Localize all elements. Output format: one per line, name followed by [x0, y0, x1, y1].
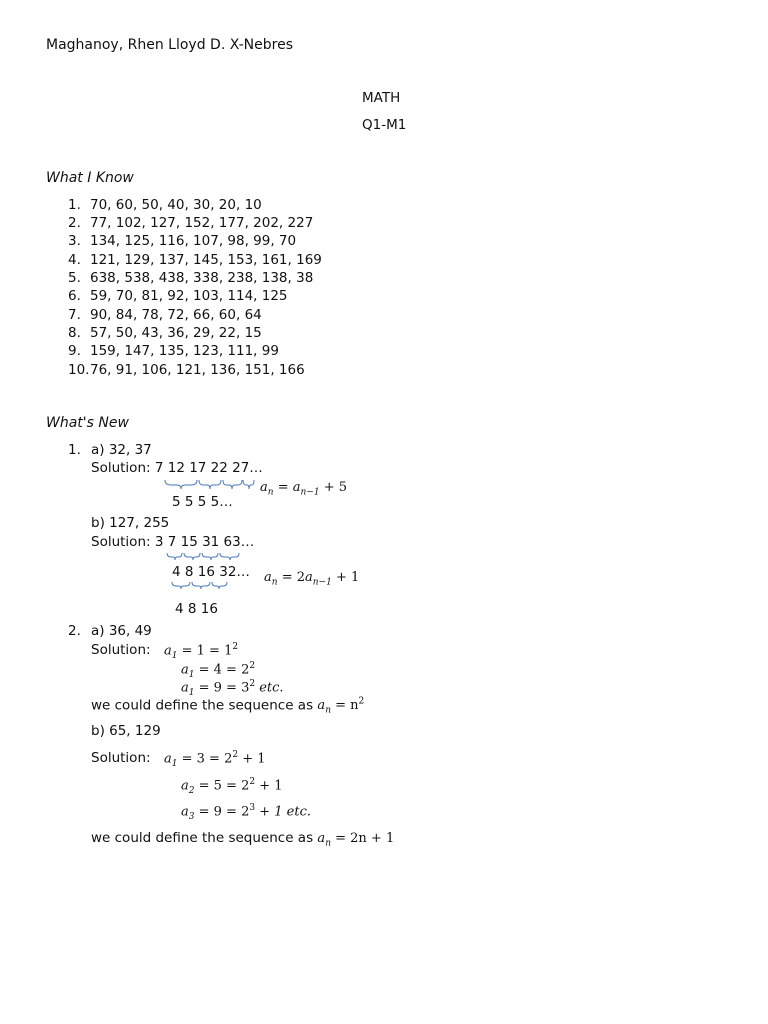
brace-mark	[184, 553, 200, 560]
question-1-number: 1.	[68, 442, 81, 458]
list-item: 6. 59, 70, 81, 92, 103, 114, 125	[68, 288, 288, 304]
list-item: 5. 638, 538, 438, 338, 238, 138, 38	[68, 270, 314, 286]
list-item: 3. 134, 125, 116, 107, 98, 99, 70	[68, 233, 297, 249]
q1a-difference-braces	[163, 478, 255, 492]
q2b-definition: we could define the sequence as $a_n = 2n + 1$	[91, 830, 395, 849]
brace-mark	[220, 553, 239, 560]
q2b-line-2: $a_2 = 5 = 2^2 + 1$	[181, 777, 283, 796]
subject-title: MATH	[362, 90, 401, 106]
q1b-second-differences: 4 8 16	[175, 601, 218, 617]
q1b-differences: 4 8 16 32…	[172, 564, 250, 580]
list-item: 8. 57, 50, 43, 36, 29, 22, 15	[68, 325, 262, 341]
brace-mark	[212, 582, 227, 589]
q2a-line-3: $a_1 = 9 = 3^2$ etc.	[181, 679, 284, 698]
q1a-differences: 5 5 5 5…	[172, 494, 233, 510]
brace-mark	[172, 582, 190, 589]
brace-mark	[243, 480, 254, 489]
brace-mark	[192, 582, 210, 589]
q1b-solution: Solution: 3 7 15 31 63…	[91, 534, 255, 550]
q1b-second-difference-braces	[170, 580, 232, 592]
q2b-solution-label: Solution:	[91, 750, 151, 766]
module-code: Q1-M1	[362, 117, 407, 133]
q2a-definition-formula: $a_n = n^2$	[317, 697, 365, 716]
q2a-answer: a) 36, 49	[91, 623, 152, 639]
q1a-answer: a) 32, 37	[91, 442, 152, 458]
q1a-sequence: 7 12 17 22 27…	[154, 460, 263, 476]
q2a-line-2: $a_1 = 4 = 2^2$	[181, 661, 256, 680]
q2a-definition: we could define the sequence as $a_n = n^2$	[91, 697, 365, 716]
q2a-line-1: $a_1 = 1 = 1^2$	[164, 642, 239, 661]
question-2-number: 2.	[68, 623, 81, 639]
list-item: 9. 159, 147, 135, 123, 111, 99	[68, 343, 279, 359]
q1b-answer: b) 127, 255	[91, 515, 170, 531]
q1a-solution: Solution: 7 12 17 22 27…	[91, 460, 263, 476]
q1b-difference-braces	[165, 551, 245, 563]
list-item: 1. 70, 60, 50, 40, 30, 20, 10	[68, 197, 262, 213]
q1b-formula: $a_n = 2a_{n-1} + 1$	[264, 570, 360, 588]
q1b-sequence: 3 7 15 31 63…	[154, 534, 255, 550]
brace-mark	[165, 480, 197, 489]
q2a-solution-label: Solution:	[91, 642, 151, 658]
list-item: 2. 77, 102, 127, 152, 177, 202, 227	[68, 215, 314, 231]
list-item: 7. 90, 84, 78, 72, 66, 60, 64	[68, 307, 262, 323]
brace-mark	[199, 480, 221, 489]
q2b-line-3: $a_3 = 9 = 2^3 + 1$ etc.	[181, 803, 311, 822]
q2b-answer: b) 65, 129	[91, 723, 161, 739]
student-name: Maghanoy, Rhen Lloyd D. X-Nebres	[46, 37, 293, 53]
list-item: 4. 121, 129, 137, 145, 153, 161, 169	[68, 252, 322, 268]
whats-new-heading: What's New	[46, 415, 129, 431]
q2b-definition-formula: $a_n = 2n + 1$	[317, 831, 395, 849]
brace-mark	[202, 553, 218, 560]
brace-mark	[167, 553, 182, 560]
list-item: 10.76, 91, 106, 121, 136, 151, 166	[68, 362, 305, 378]
what-i-know-heading: What I Know	[46, 170, 134, 186]
q2b-line-1: $a_1 = 3 = 2^2 + 1$	[164, 750, 266, 769]
brace-mark	[223, 480, 242, 489]
q1a-formula: $a_n = a_{n-1} + 5$	[260, 480, 348, 498]
